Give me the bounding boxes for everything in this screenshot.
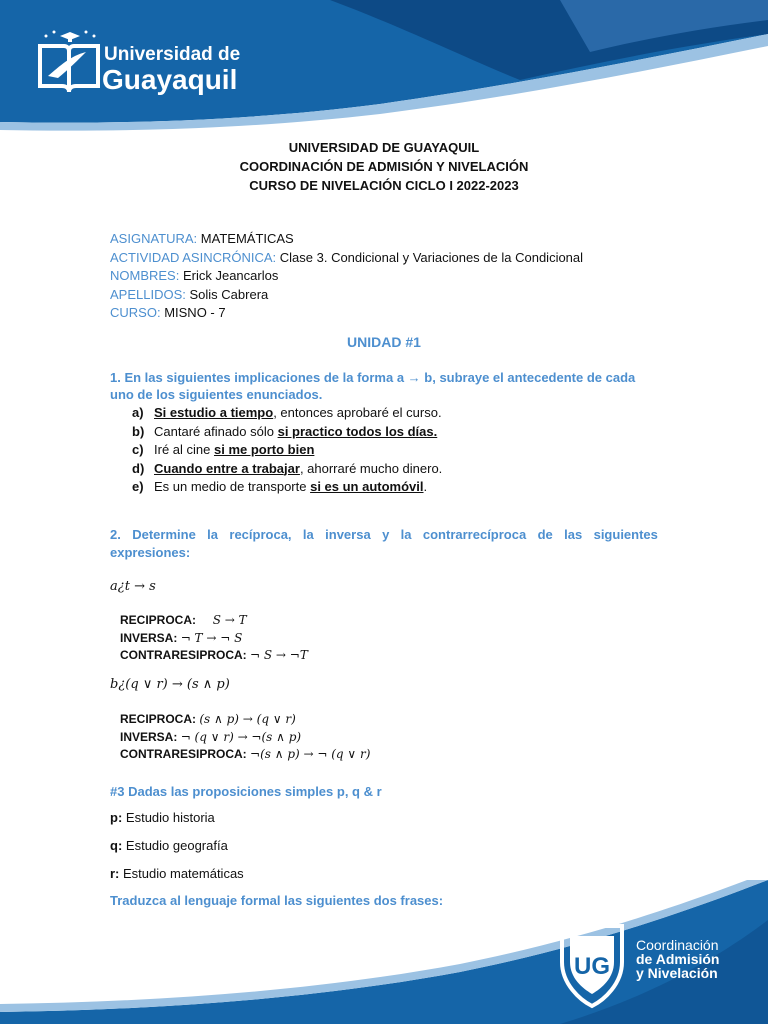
item-letter: d) (132, 460, 145, 476)
reciproca-value: S → T (212, 613, 247, 627)
item-post: , ahorraré mucho dinero. (299, 460, 443, 476)
logo-line1: Universidad de (104, 44, 241, 65)
prop-value: Estudio geografía (125, 838, 228, 853)
coord-line1: Coordinación (636, 937, 719, 953)
reciproca-label: RECIPROCA: (120, 712, 197, 726)
list-item (132, 441, 442, 460)
asignatura-value: MATEMÁTICAS (200, 231, 294, 246)
logo-line2: Guayaquil (102, 64, 238, 95)
prop-label: q: (110, 838, 123, 853)
title-line2: COORDINACIÓN DE ADMISIÓN Y NIVELACIÓN (239, 159, 529, 174)
question-1: 1. En las siguientes implicaciones de la forma a → b, subraye el antecedente de cada uno de los siguientes enunciados. (110, 370, 636, 402)
prop-label: p: (110, 810, 123, 825)
proposition-p (110, 810, 215, 825)
proposition-q (110, 838, 228, 853)
curso-value: MISNO - 7 (164, 305, 226, 320)
reciproca-label: RECIPROCA: (120, 613, 197, 627)
coord-line3: y Nivelación (636, 965, 718, 981)
q2-word: recíproca, (229, 527, 292, 542)
actividad-label: ACTIVIDAD ASINCRÓNICA: (110, 249, 277, 265)
q2-word: las (564, 527, 583, 542)
prop-value: Estudio historia (125, 810, 215, 825)
translate-instruction: Traduzca al lenguaje formal las siguientes dos frases: (110, 893, 444, 908)
item-antecedent: si es un automóvil (310, 479, 424, 494)
q1-list (132, 404, 442, 497)
prop-value: Estudio matemáticas (123, 866, 244, 881)
expression-a: a¿t → s (110, 579, 156, 594)
question-2 (110, 526, 658, 562)
title-line1: UNIVERSIDAD DE GUAYAQUIL (288, 140, 480, 155)
q2-word: de (537, 527, 553, 542)
item-antecedent: Cuando entre a trabajar (154, 460, 300, 476)
coord-line2: de Admisión (636, 951, 720, 967)
item-post: , entonces aprobaré el curso. (273, 405, 442, 420)
actividad-value: Clase 3. Condicional y Variaciones de la Condicional (279, 249, 584, 265)
q2-word: Determine (132, 527, 196, 542)
contrarreciproca-value: ¬(s ∧ p) → ¬ (q ∨ r) (250, 747, 371, 761)
book-shield-icon (34, 26, 104, 98)
list-item (132, 460, 442, 479)
item-antecedent: Si estudio a tiempo (154, 405, 274, 420)
nombres-value: Erick Jeancarlos (182, 268, 279, 283)
inversa-label: INVERSA: (120, 630, 178, 645)
item-pre: Es un medio de transporte (154, 479, 311, 494)
expression-b-answers (120, 711, 370, 764)
nombres-label: NOMBRES: (110, 268, 180, 283)
apellidos-value: Solis Cabrera (189, 286, 269, 302)
item-letter: a) (132, 405, 144, 420)
document-title (0, 138, 768, 195)
q2-word: inversa (325, 527, 371, 542)
inversa-value: ¬ (q ∨ r) → ¬(s ∧ p) (180, 729, 302, 744)
contrarreciproca-label: CONTRARESIPROCA: (120, 747, 247, 761)
student-info (110, 230, 583, 323)
q2-line2: expresiones: (110, 545, 191, 560)
reciproca-value: (s ∧ p) → (q ∨ r) (199, 712, 296, 726)
expression-b: b¿(q ∨ r) → (s ∧ p) (110, 677, 230, 692)
question-3: #3 Dadas las proposiciones simples p, q & r (110, 784, 382, 799)
emblem-text: UG (574, 953, 610, 980)
item-pre: Cantaré afinado sólo (154, 423, 278, 439)
q2-word: 2. (110, 527, 121, 542)
inversa-label: INVERSA: (120, 729, 178, 744)
item-post: . (423, 479, 428, 494)
coordinacion-logo (636, 938, 720, 980)
inversa-value: ¬ T → ¬ S (180, 630, 243, 645)
q2-word: la (207, 527, 219, 542)
q2-word: y (382, 527, 390, 542)
q2-word: contrarrecíproca (422, 527, 527, 542)
q2-word: siguientes (593, 527, 658, 542)
item-pre: Iré al cine (154, 442, 214, 457)
unit-heading: UNIDAD #1 (347, 334, 421, 350)
prop-label: r: (110, 866, 120, 881)
list-item (132, 478, 442, 497)
apellidos-label: APELLIDOS: (110, 286, 186, 302)
title-line3: CURSO DE NIVELACIÓN CICLO I 2022-2023 (249, 178, 519, 193)
list-item (132, 404, 442, 423)
q2-word: la (400, 527, 412, 542)
item-letter: b) (132, 423, 145, 439)
asignatura-label: ASIGNATURA: (110, 231, 198, 246)
expression-a-answers (120, 612, 308, 665)
proposition-r (110, 866, 244, 881)
item-antecedent: si me porto bien (213, 442, 315, 457)
item-letter: c) (132, 442, 144, 457)
curso-label: CURSO: (110, 305, 161, 320)
item-letter: e) (132, 479, 144, 494)
q2-line1 (110, 526, 658, 544)
q2-word: la (302, 527, 314, 542)
contrarreciproca-label: CONTRARESIPROCA: (120, 648, 247, 662)
list-item (132, 423, 442, 442)
contrarreciproca-value: ¬ S → ¬T (250, 648, 308, 662)
item-antecedent: si practico todos los días. (277, 423, 438, 439)
